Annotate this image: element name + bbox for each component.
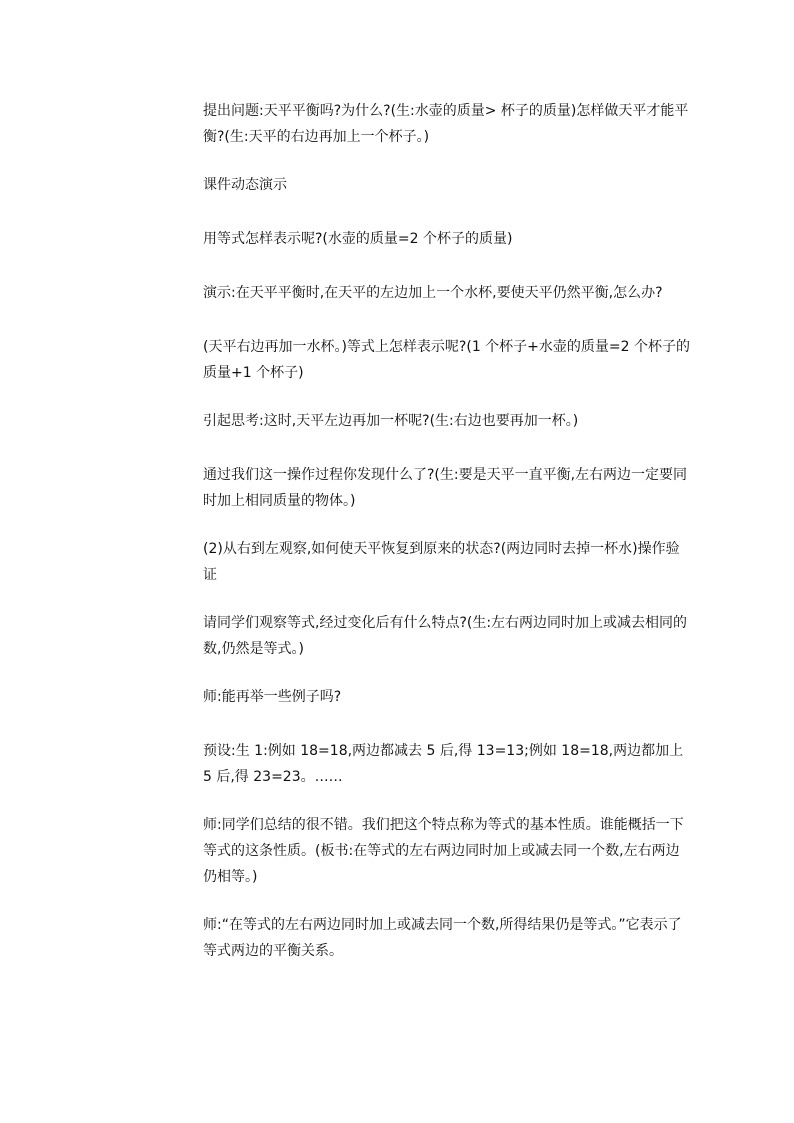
paragraph-equation-feature: 请同学们观察等式,经过变化后有什么特点?(生:左右两边同时加上或减去相同的数,仍然是等式。)	[203, 615, 688, 657]
document-body	[203, 98, 693, 986]
paragraph-discovery: 通过我们这一操作过程你发现什么了?(生:要是天平一直平衡,左右两边一定要同时加上相同质量的物体。)	[203, 467, 688, 509]
paragraph-question: 提出问题:天平平衡吗?为什么?(生:水壶的质量> 杯子的质量)怎样做天平才能平衡?(生:天平的右边再加上一个杯子。)	[203, 103, 689, 145]
paragraph-think: 引起思考:这时,天平左边再加一杯呢?(生:右边也要再加一杯。)	[203, 413, 579, 429]
paragraph-equation-expression: 用等式怎样表示呢?(水壶的质量=2 个杯子的质量)	[203, 231, 513, 247]
paragraph-demo-add-cup: 演示:在天平平衡时,在天平的左边加上一个水杯,要使天平仍然平衡,怎么办?	[203, 285, 663, 301]
paragraph-courseware-demo: 课件动态演示	[203, 177, 287, 193]
paragraph-preset-examples: 预设:生 1:例如 18=18,两边都减去 5 后,得 13=13;例如 18=18,两边都加上 5 后,得 23=23。……	[203, 743, 688, 785]
paragraph-right-add-cup: (天平右边再加一水杯。)等式上怎样表示呢?(1 个杯子+水壶的质量=2 个杯子的质量+1 个杯子)	[203, 339, 690, 381]
paragraph-restore-balance: (2)从右到左观察,如何使天平恢复到原来的状态?(两边同时去掉一杯水)操作验证	[203, 541, 680, 583]
paragraph-conclusion: 师:“在等式的左右两边同时加上或减去同一个数,所得结果仍是等式。”它表示了等式两边的平衡关系。	[203, 917, 682, 959]
paragraph-summary: 师:同学们总结的很不错。我们把这个特点称为等式的基本性质。谁能概括一下等式的这条性质。(板书:在等式的左右两边同时加上或减去同一个数,左右两边仍相等。)	[203, 817, 684, 885]
paragraph-more-examples: 师:能再举一些例子吗?	[203, 689, 342, 705]
